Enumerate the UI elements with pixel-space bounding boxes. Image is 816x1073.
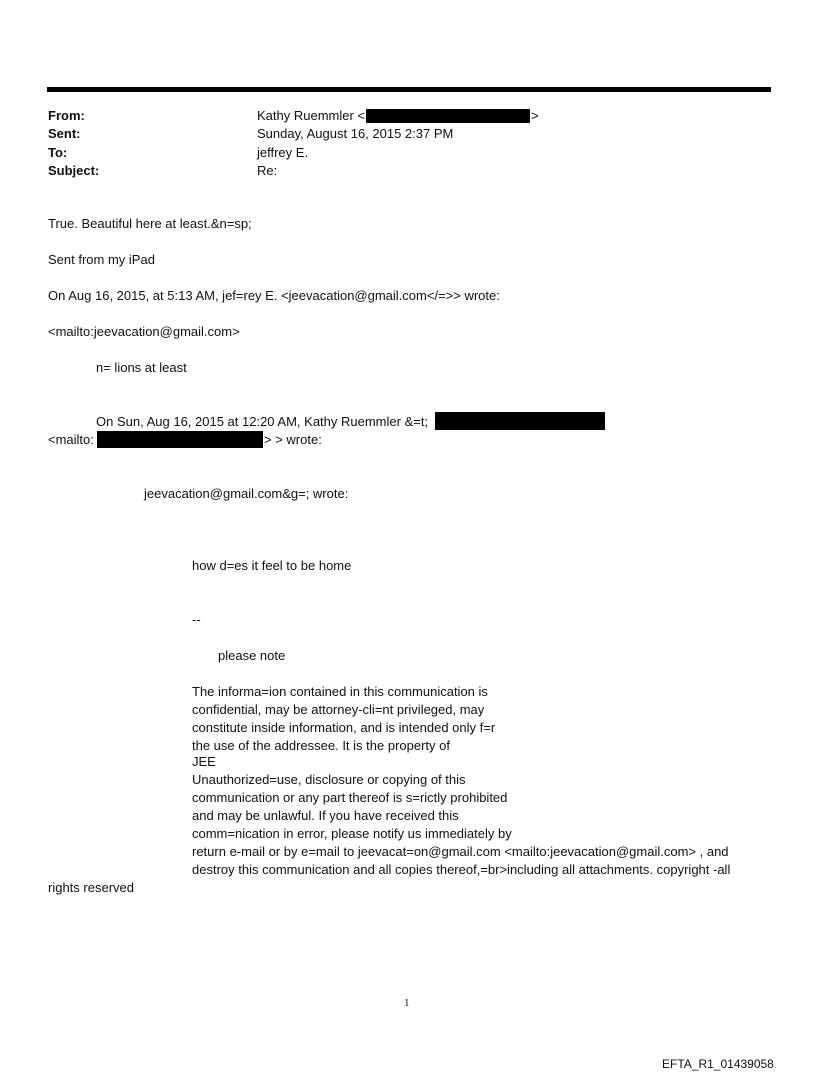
disclaimer-line: communication or any part thereof is s=rictly prohibited	[192, 790, 508, 805]
reply-text: True. Beautiful here at least.&n=sp;	[48, 216, 252, 231]
from-name: Kathy Ruemmler <	[257, 108, 366, 123]
mailto-suffix: > > wrote:	[264, 432, 322, 447]
nested-intro: On Sun, Aug 16, 2015 at 12:20 AM, Kathy Ruemmler &=t;	[96, 414, 429, 429]
disclaimer-line: return e-mail or by e=mail to jeevacat=on@gmail.com <mailto:jeevacation@gmail.com> , and	[192, 844, 729, 859]
disclaimer-line: Unauthorized=use, disclosure or copying of this	[192, 772, 466, 787]
to-label: To:	[48, 145, 68, 160]
disclaimer-line: and may be unlawful. If you have received this	[192, 808, 459, 823]
sent-label: Sent:	[48, 126, 81, 141]
please-note-text: please note	[218, 648, 286, 663]
disclaimer-line: The informa=ion contained in this communication is	[192, 684, 488, 699]
page-number: 1	[404, 997, 410, 1009]
redaction-bar	[435, 412, 605, 430]
subject-value: Re:	[257, 163, 278, 178]
separator-text: --	[192, 612, 201, 627]
lions-text: n= lions at least	[96, 360, 187, 375]
header-rule	[47, 87, 771, 92]
subject-label: Subject:	[48, 163, 100, 178]
disclaimer-line: confidential, may be attorney-cli=nt privileged, may	[192, 702, 485, 717]
from-label: From:	[48, 108, 85, 123]
disclaimer-line: the use of the addressee. It is the property of	[192, 738, 450, 753]
signature-text: Sent from my iPad	[48, 252, 155, 267]
disclaimer-line: JEE	[192, 754, 216, 769]
disclaimer-line: constitute inside information, and is intended only f=r	[192, 720, 496, 735]
inner-intro: jeevacation@gmail.com&g=; wrote:	[144, 486, 349, 501]
to-value: jeffrey E.	[257, 145, 309, 160]
mailto-line: <mailto:jeevacation@gmail.com>	[48, 324, 240, 339]
mailto-prefix: <mailto:	[48, 432, 94, 447]
document-id: EFTA_R1_01439058	[662, 1057, 774, 1071]
rights-text: rights reserved	[48, 880, 134, 895]
disclaimer-line: comm=nication in error, please notify us immediately by	[192, 826, 512, 841]
redaction-bar	[366, 109, 530, 123]
disclaimer-line: destroy this communication and all copies thereof,=br>including all attachments. copyright -all	[192, 862, 731, 877]
from-close: >	[531, 108, 539, 123]
redaction-bar	[97, 431, 263, 448]
question-text: how d=es it feel to be home	[192, 558, 352, 573]
quote-intro: On Aug 16, 2015, at 5:13 AM, jef=rey E. <jeevacation@gmail.com</=>> wrote:	[48, 288, 500, 303]
sent-value: Sunday, August 16, 2015 2:37 PM	[257, 126, 454, 141]
